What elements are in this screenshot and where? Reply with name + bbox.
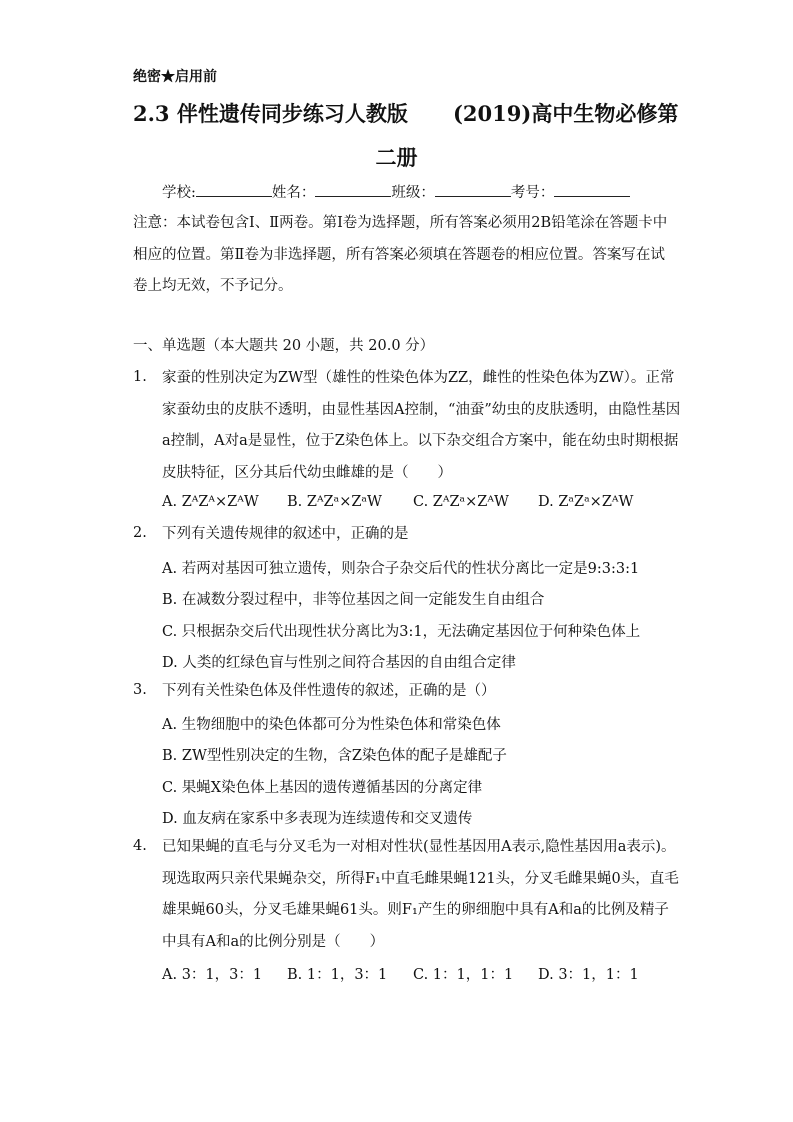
option-a[interactable]: A. 若两对基因可独立遗传，则杂合子杂交后代的性状分离比一定是9:3:3:1 — [162, 561, 640, 577]
student-info-line — [162, 181, 630, 202]
page-title — [133, 98, 679, 128]
class-label: 班级： — [391, 185, 435, 201]
option-d[interactable]: D. 血友病在家系中多表现为连续遗传和交叉遗传 — [162, 811, 473, 827]
question-stem: 已知果蝇的直毛与分叉毛为一对相对性状(显性基因用A表示,隐性基因用a表示)。现选取两只亲代果蝇杂交，所得F₁中直毛雌果蝇121头，分叉毛雌果蝇0头，直毛雄果蝇60头，分叉毛雄果蝇61头。则F₁产生的卵细胞中具有A和a的比例及精子中具有A和a的比例分别是（ ） — [162, 839, 679, 950]
exam-no-label: 考号： — [510, 185, 555, 201]
option-d[interactable]: D. ZᵃZᵃ×ZᴬW — [538, 494, 634, 510]
option-a[interactable]: A. ZᴬZᴬ×ZᴬW — [162, 494, 259, 510]
option-c[interactable]: C. ZᴬZᵃ×ZᴬW — [413, 494, 509, 510]
option-b[interactable]: B. ZW型性别决定的生物，含Z染色体的配子是雄配子 — [162, 748, 507, 764]
option-b[interactable]: B. ZᴬZᵃ×ZᵃW — [287, 494, 382, 510]
title-line2: 二册 — [375, 145, 418, 170]
option-d[interactable]: D. 人类的红绿色盲与性别之间符合基因的自由组合定律 — [162, 655, 516, 671]
name-label: 姓名： — [271, 185, 316, 201]
option-a[interactable]: A. 生物细胞中的染色体都可分为性染色体和常染色体 — [162, 717, 501, 733]
option-c[interactable]: C. 1：1，1：1 — [413, 967, 514, 983]
question-number: 4. — [133, 838, 147, 854]
title-part2: (2019)高中生物必修第 — [453, 101, 679, 126]
question-number: 3. — [133, 682, 147, 698]
option-c[interactable]: C. 只根据杂交后代出现性状分离比为3:1，无法确定基因位于何种染色体上 — [162, 624, 641, 640]
option-d[interactable]: D. 3：1，1：1 — [538, 967, 639, 983]
question-number: 1. — [133, 369, 147, 385]
secret-mark: 绝密★启用前 — [133, 69, 217, 85]
question-stem: 下列有关遗传规律的叙述中，正确的是 — [162, 526, 409, 542]
option-c[interactable]: C. 果蝇X染色体上基因的遗传遵循基因的分离定律 — [162, 780, 483, 796]
school-label: 学校: — [162, 185, 196, 201]
question-stem: 家蚕的性别决定为ZW型（雄性的性染色体为ZZ，雌性的性染色体为ZW）。正常家蚕幼虫的皮肤不透明，由显性基因A控制，“油蚕”幼虫的皮肤透明，由隐性基因a控制，A对a是显性，位于Z染色体上。以下杂交组合方案中，能在幼虫时期根据皮肤特征，区分其后代幼虫雌雄的是（ ） — [162, 370, 681, 481]
option-b[interactable]: B. 1：1，3：1 — [287, 967, 388, 983]
title-part1: 2.3 伴性遗传同步练习人教版 — [133, 101, 408, 126]
question-number: 2. — [133, 525, 147, 541]
section-title: 一、单选题（本大题共 20 小题，共 20.0 分） — [133, 338, 435, 354]
school-blank[interactable] — [196, 182, 272, 197]
class-blank[interactable] — [435, 182, 511, 197]
option-a[interactable]: A. 3：1，3：1 — [162, 967, 263, 983]
exam-no-blank[interactable] — [554, 182, 630, 197]
option-b[interactable]: B. 在减数分裂过程中，非等位基因之间一定能发生自由组合 — [162, 592, 545, 608]
notice-text: 注意：本试卷包含Ⅰ、Ⅱ两卷。第Ⅰ卷为选择题，所有答案必须用2B铅笔涂在答题卡中相应的位置。第Ⅱ卷为非选择题，所有答案必须填在答题卷的相应位置。答案写在试卷上均无效，不予记分。 — [133, 215, 668, 294]
name-blank[interactable] — [315, 182, 391, 197]
question-stem: 下列有关性染色体及伴性遗传的叙述，正确的是（） — [162, 683, 496, 699]
